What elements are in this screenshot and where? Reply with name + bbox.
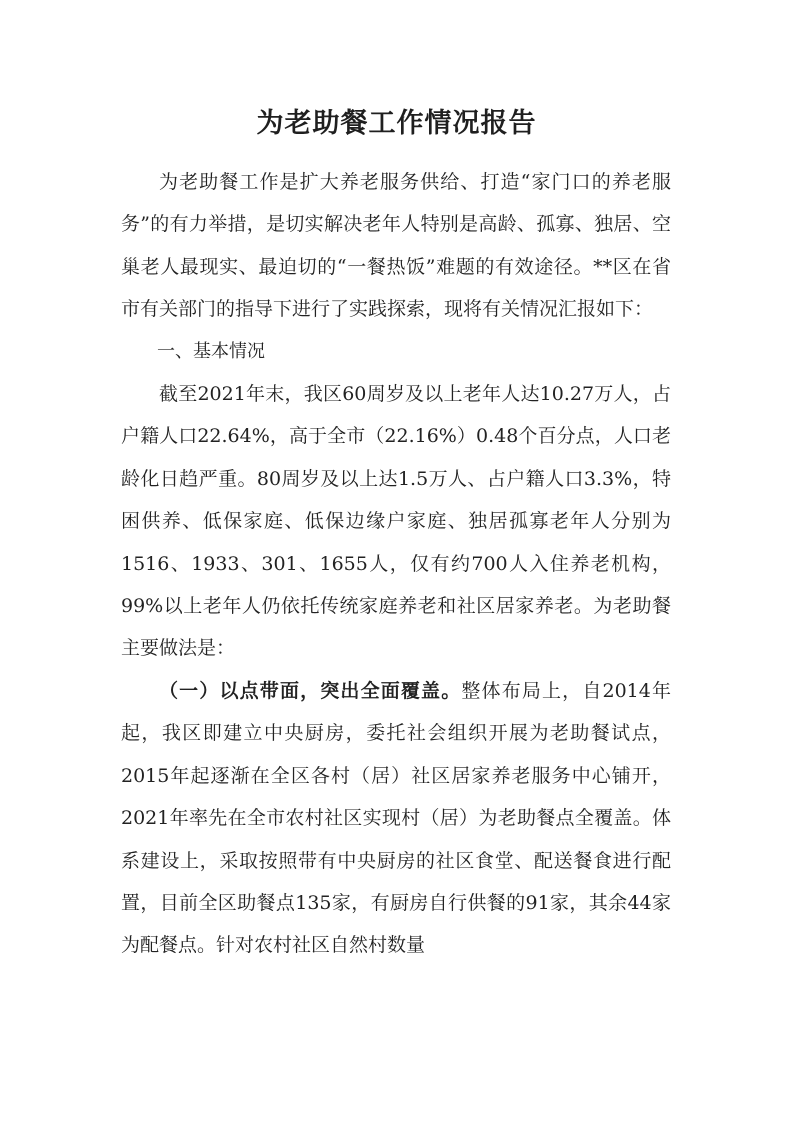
section-heading-basic-situation: 一、基本情况 — [157, 340, 265, 362]
subsection-1-text: 整体布局上，自2014年起，我区即建立中央厨房，委托社会组织开展为老助餐试点，2015年起逐渐在全区各村（居）社区居家养老服务中心铺开，2021年率先在全市农村社区实现村（居）为老助餐点全覆盖。体系建设上，采取按照带有中央厨房的社区食堂、配送餐食进行配置，目前全区助餐点135家，有厨房自行供餐的91家，其余44家为配餐点。针对农村社区自然村数量 — [121, 679, 671, 957]
document-title: 为老助餐工作情况报告 — [256, 108, 537, 139]
document-body — [121, 161, 671, 967]
basic-situation-paragraph: 截至2021年末，我区60周岁及以上老年人达10.27万人，占户籍人口22.64%，高于全市（22.16%）0.48个百分点，人口老龄化日趋严重。80周岁及以上达1.5万人、占户籍人口3.3%，特困供养、低保家庭、低保边缘户家庭、独居孤寡老年人分别为1516、1933、301、1655人，仅有约700人入住养老机构，99%以上老年人仍依托传统家庭养老和社区居家养老。为老助餐主要做法是： — [121, 383, 671, 660]
subsection-1-paragraph — [121, 670, 671, 967]
subsection-1-lead: （一）以点带面，突出全面覆盖。 — [159, 679, 462, 702]
intro-paragraph: 为老助餐工作是扩大养老服务供给、打造“家门口的养老服务”的有力举措，是切实解决老年人特别是高龄、孤寡、独居、空巢老人最现实、最迫切的“一餐热饭”难题的有效途径。**区在省市有关部门的指导下进行了实践探索，现将有关情况汇报如下： — [121, 171, 671, 321]
